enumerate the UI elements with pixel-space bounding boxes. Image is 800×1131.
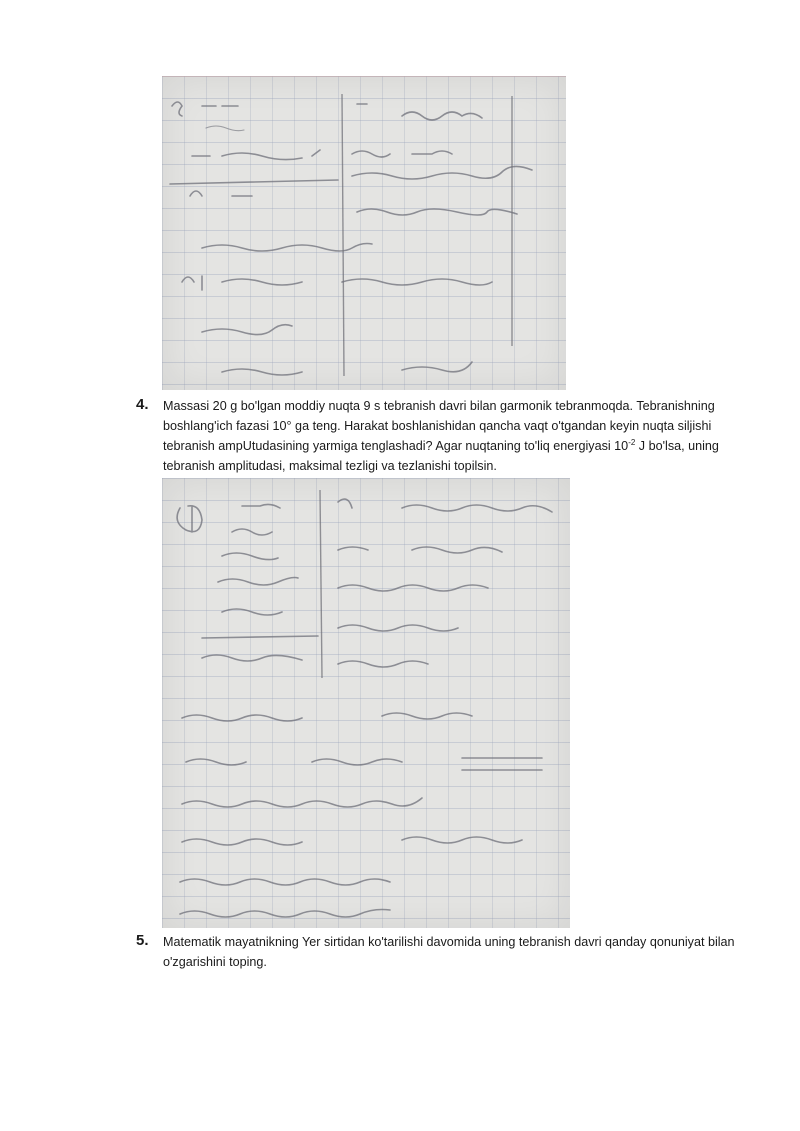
problem-number: 5. <box>136 932 149 949</box>
problem-text: Massasi 20 g bo'lgan moddiy nuqta 9 s tebranish davri bilan garmonik tebranmoqda. Tebranishning boshlang'ich fazasi 10° ga teng. Harakat boshlanishidan qancha vaqt o'tgandan keyin nuqta siljishi tebranish ampUtudasining yarmiga tenglashadi? Agar nuqtaning to'liq energiyasi $10^{-2}$ J bo'lsa, uning tebranish amplitudasi, maksimal tezligi va tezlanishi topilsin. <box>163 399 719 473</box>
handwriting-sketch <box>162 478 570 928</box>
handwriting-sketch <box>162 76 566 390</box>
problem-number: 4. <box>136 396 149 413</box>
exponent: -2 <box>628 437 636 447</box>
problem-5 <box>136 932 736 972</box>
problem-4 <box>136 396 736 476</box>
handwritten-solution-photo-2 <box>162 478 570 928</box>
problem-text: Matematik mayatnikning Yer sirtidan ko'tarilishi davomida uning tebranish davri qanday qonuniyat bilan o'zgarishini toping. <box>163 935 735 969</box>
handwritten-solution-photo-1 <box>162 76 566 390</box>
